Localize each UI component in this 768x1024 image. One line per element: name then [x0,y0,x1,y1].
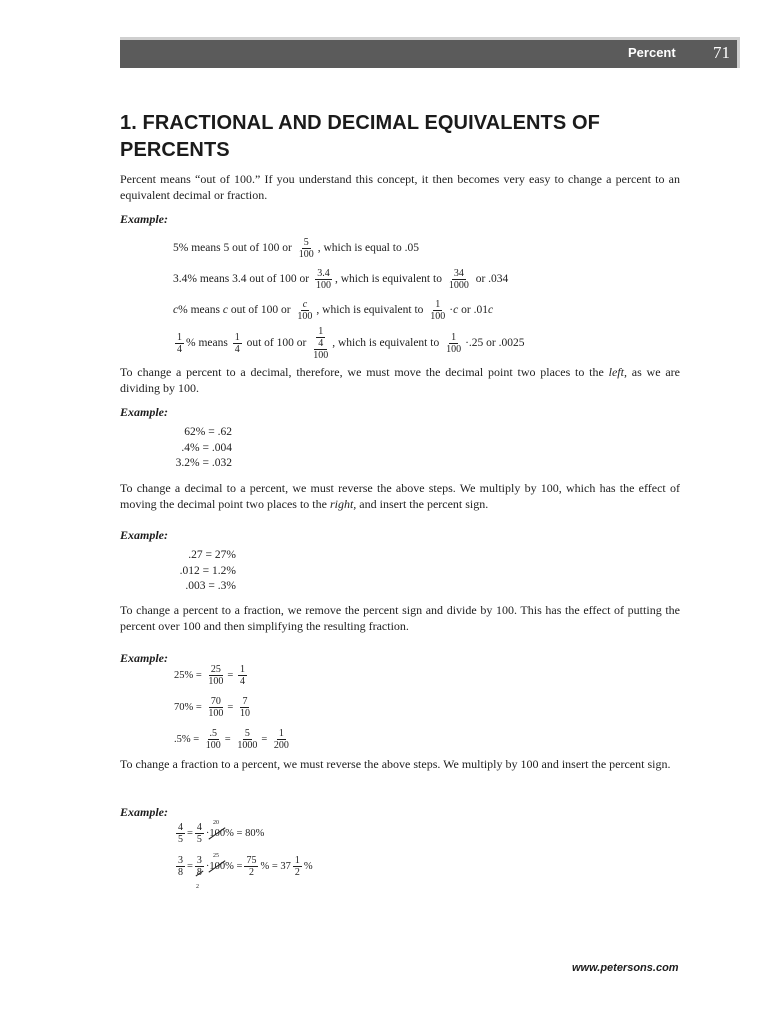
example-label: Example: [120,651,168,665]
fraction: $\frac{5}{100}$ [298,237,314,260]
page-number: 71 [713,43,730,62]
fraction: $\frac{5}{1000}$ [237,728,258,751]
footer-url: www.petersons.com [572,962,679,974]
example2-line: 62% = .62 [184,426,232,438]
compound-fraction: $\frac{\frac{1}{4}}{100}$ [313,326,329,361]
example3-line: .003 = .3% [185,580,236,592]
fraction: $\frac{1}{4}$ [177,332,182,355]
example-label: Example: [120,528,168,542]
example1-line1: 5% means 5 out of 100 or $\frac{5}{100}$ , which is equal to .05 [173,237,419,260]
decimal-paragraph: To change a percent to a decimal, therefore, we must move the decimal point two places to the left, as we are dividing by 100. [120,365,680,395]
fraction: $\frac{4}{5}$ [196,822,202,845]
example5-line1: $\frac{4}{5}$ = $\frac{4}{5}$ ·100% = 80% [178,822,265,845]
fraction-to-percent-paragraph: To change a fraction to a percent, we must reverse the above steps. We multiply by 100 and insert the percent sign. [120,757,671,771]
example1-line2: 3.4% means 3.4 out of 100 or $\frac{3.4}{100}$ , which is equivalent to $\frac{34}{1000}$ or .034 [173,268,509,291]
example3-line: .27 = 27% [188,549,236,561]
cancel-annotation: 25 [213,853,219,859]
fraction: $\frac{70}{100}$ [208,696,224,719]
fraction: $\frac{25}{100}$ [208,664,224,687]
fraction: $\frac{3.4}{100}$ [315,268,331,291]
fraction: $\frac{1}{200}$ [273,728,289,751]
fraction: $\frac{1}{4}$ [239,664,245,687]
fraction: $\frac{1}{2}$ [294,855,300,878]
page-title: 1. FRACTIONAL AND DECIMAL EQUIVALENTS OF PERCENTS [120,112,600,161]
example2-line: 3.2% = .032 [175,457,232,469]
cancelled-number: 100 [209,827,226,839]
fraction-paragraph: To change a percent to a fraction, we remove the percent sign and divide by 100. This has the effect of putting the percent over 100 and then simplifying the resulting fraction. [120,603,680,633]
example-label: Example: [120,405,168,419]
fraction: $\frac{1}{100}$ [446,332,462,355]
cancelled-number: 100 [209,860,226,872]
example4-line1: 25% = $\frac{25}{100}$ = $\frac{1}{4}$ [174,664,245,687]
example-label: Example: [120,805,168,819]
fraction: $\frac{3}{8}$ [196,855,202,878]
header-section-title: Percent [628,45,676,60]
fraction: $\frac{34}{1000}$ [448,268,469,291]
example3-line: .012 = 1.2% [179,565,236,577]
fraction: $\frac{75}{2}$ [246,855,257,878]
example1-line4: $\frac{1}{4}$ % means $\frac{1}{4}$ out of 100 or $\frac{\frac{1}{4}}{100}$ , which is equivalent to $\frac{1}{100}$ ·.25 or .0025 [177,326,525,361]
fraction: $\frac{4}{5}$ [178,822,183,845]
example5-line2: $\frac{3}{8}$ = $\frac{3}{8}$ ·100% = $\frac{75}{2}$ % = 37 $\frac{1}{2}$ % [178,855,313,878]
fraction: $\frac{.5}{100}$ [205,728,221,751]
fraction: $\frac{7}{10}$ [239,696,250,719]
intro-paragraph: Percent means “out of 100.” If you understand this concept, it then becomes very easy to change a percent to an equivalent decimal or fraction. [120,172,680,202]
cancel-annotation: 2 [196,884,199,890]
fraction: $\frac{1}{4}$ [234,332,240,355]
example2-line: .4% = .004 [181,442,232,454]
example4-line3: .5% = $\frac{.5}{100}$ = $\frac{5}{1000}$ = $\frac{1}{200}$ [174,728,289,751]
fraction: $\frac{1}{100}$ [430,299,446,322]
fraction: $\frac{c}{100}$ [297,299,313,322]
fraction: $\frac{3}{8}$ [178,855,183,878]
cancel-annotation: 20 [213,820,219,826]
percent-paragraph: To change a decimal to a percent, we must reverse the above steps. We multiply by 100, which has the effect of moving the decimal point two places to the right, and insert the percent sign. [120,481,680,511]
example4-line2: 70% = $\frac{70}{100}$ = $\frac{7}{10}$ [174,696,250,719]
example-label: Example: [120,212,168,226]
example1-line3: c% means c out of 100 or $\frac{c}{100}$ , which is equivalent to $\frac{1}{100}$ ·c or .01c [173,299,494,322]
